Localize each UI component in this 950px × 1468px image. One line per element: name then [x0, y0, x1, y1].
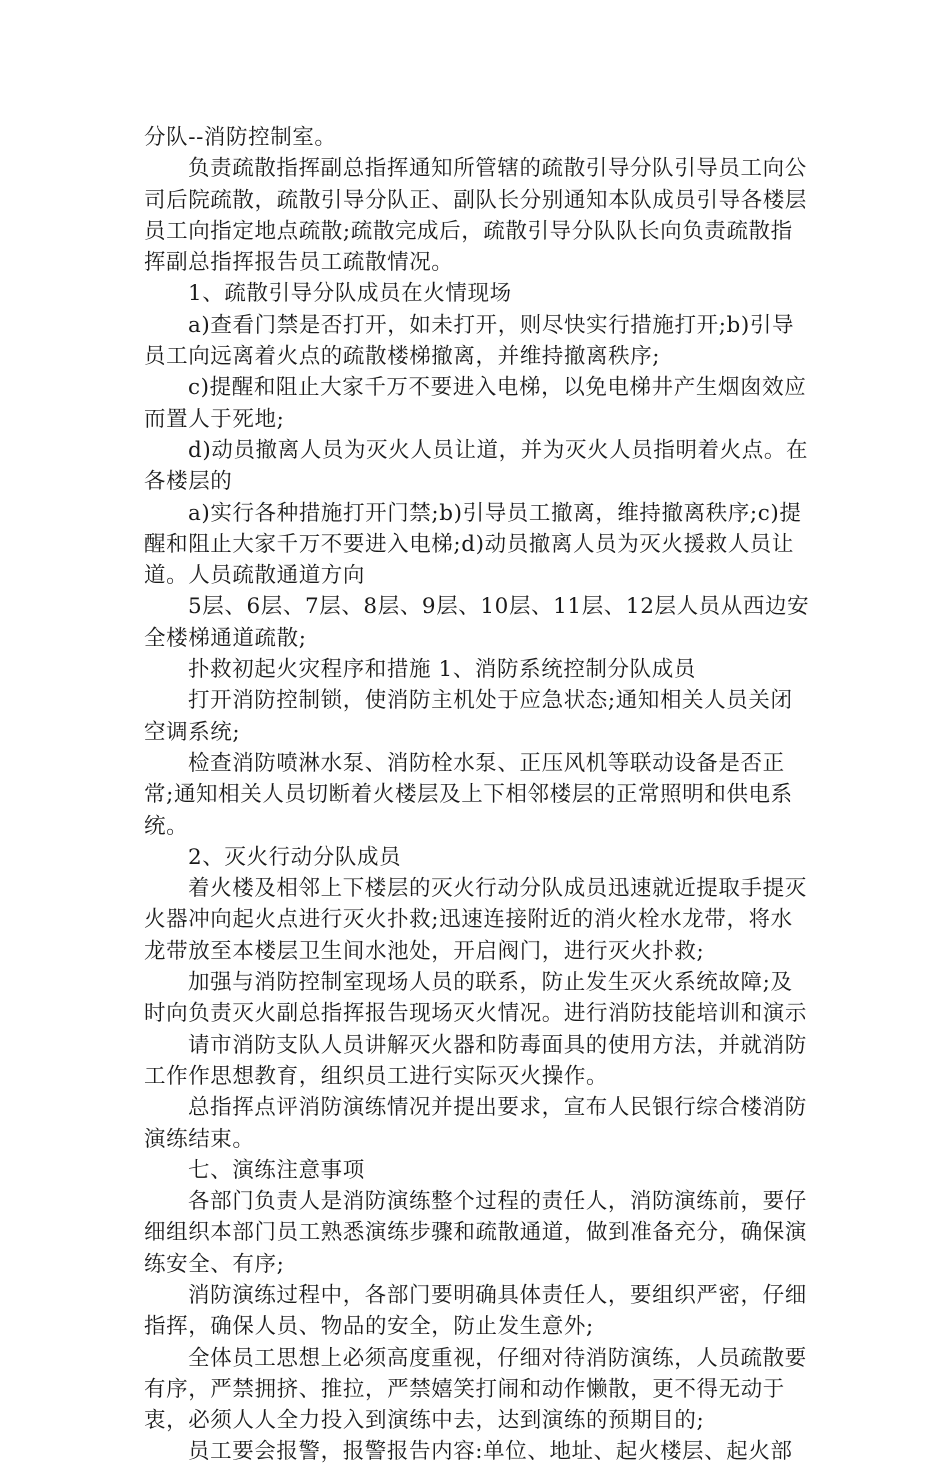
paragraph: 七、演练注意事项: [188, 1157, 365, 1183]
document-body: [144, 122, 812, 1468]
paragraph: 全体员工思想上必须高度重视，仔细对待消防演练，人员疏散要有序，严禁拥挤、推拉，严禁嬉笑打闹和动作懒散，更不得无动于衷，必须人人全力投入到演练中去，达到演练的预期目的;: [144, 1345, 807, 1434]
paragraph: 总指挥点评消防演练情况并提出要求，宣布人民银行综合楼消防演练结束。: [144, 1095, 807, 1152]
paragraph: d)动员撤离人员为灭火人员让道，并为灭火人员指明着火点。在各楼层的: [144, 437, 809, 495]
paragraph: a)实行各种措施打开门禁;b)引导员工撤离，维持撤离秩序;c)提醒和阻止大家千万不要进入电梯;d)动员撤离人员为灭火援救人员让道。人员疏散通道方向: [144, 500, 802, 589]
paragraph: 1、疏散引导分队成员在火情现场: [188, 281, 512, 307]
paragraph: 加强与消防控制室现场人员的联系，防止发生灭火系统故障;及时向负责灭火副总指挥报告现场灭火情况。进行消防技能培训和演示: [144, 970, 808, 1027]
paragraph: 5层、6层、7层、8层、9层、10层、11层、12层人员从西边安全楼梯通道疏散;: [144, 594, 810, 651]
paragraph: 分队--消防控制室。: [144, 125, 337, 150]
paragraph: 各部门负责人是消防演练整个过程的责任人，消防演练前，要仔细组织本部门员工熟悉演练步骤和疏散通道，做到准备充分，确保演练安全、有序;: [144, 1189, 808, 1277]
paragraph: a)查看门禁是否打开，如未打开，则尽快实行措施打开;b)引导员工向远离着火点的疏散楼梯撤离，并维持撤离秩序;: [144, 312, 795, 370]
paragraph: c)提醒和阻止大家千万不要进入电梯，以免电梯井产生烟囱效应而置人于死地;: [144, 375, 807, 432]
paragraph: 负责疏散指挥副总指挥通知所管辖的疏散引导分队引导员工向公司后院疏散，疏散引导分队正、副队长分别通知本队成员引导各楼层员工向指定地点疏散;疏散完成后，疏散引导分队队长向负责疏散指挥副总指挥报告员工疏散情况。: [144, 156, 808, 276]
paragraph: 着火楼及相邻上下楼层的灭火行动分队成员迅速就近提取手提灭火器冲向起火点进行灭火扑救;迅速连接附近的消火栓水龙带，将水龙带放至本楼层卫生间水池处，开启阀门，进行灭火扑救;: [144, 876, 807, 964]
paragraph: 2、灭火行动分队成员: [188, 844, 402, 870]
paragraph: 打开消防控制锁，使消防主机处于应急状态;通知相关人员关闭空调系统;: [144, 688, 793, 745]
paragraph: 请市消防支队人员讲解灭火器和防毒面具的使用方法，并就消防工作作思想教育，组织员工进行实际灭火操作。: [144, 1032, 807, 1089]
paragraph: 扑救初起火灾程序和措施 1、消防系统控制分队成员: [188, 657, 696, 683]
paragraph: 检查消防喷淋水泵、消防栓水泵、正压风机等联动设备是否正常;通知相关人员切断着火楼层及上下相邻楼层的正常照明和供电系统。: [144, 750, 793, 839]
paragraph: 员工要会报警，报警报告内容:单位、地址、起火楼层、起火部: [188, 1439, 793, 1465]
paragraph: 消防演练过程中，各部门要明确具体责任人，要组织严密，仔细指挥，确保人员、物品的安全，防止发生意外;: [144, 1282, 807, 1340]
